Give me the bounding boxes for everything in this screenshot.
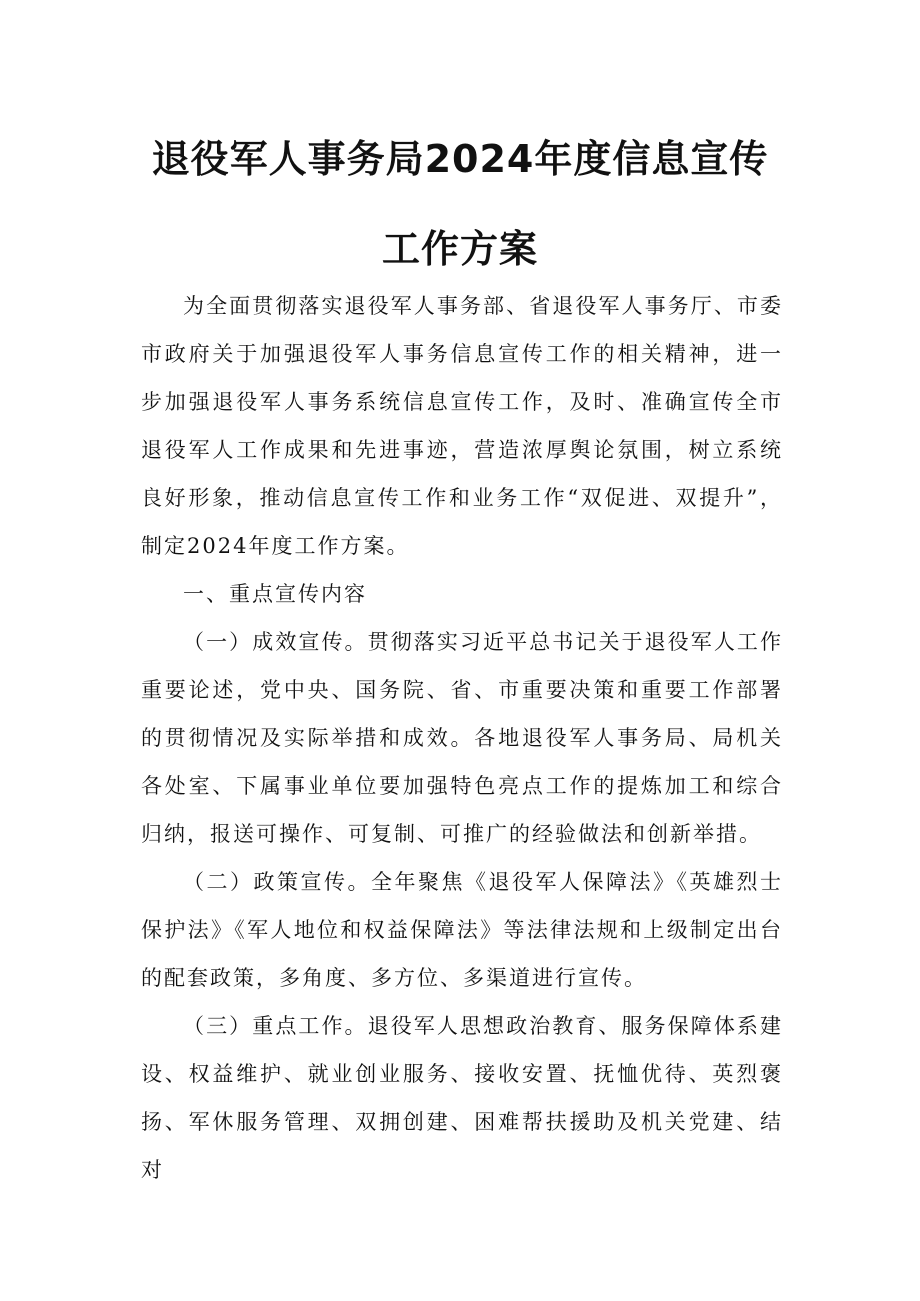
document-body: [141, 282, 783, 1194]
section-heading-key-content: 一、重点宣传内容: [183, 582, 367, 606]
document-title-line-1: 退役军人事务局2024年度信息宣传: [151, 137, 769, 181]
intro-paragraph: 为全面贯彻落实退役军人事务部、省退役军人事务厅、市委市政府关于加强退役军人事务信息宣传工作的相关精神，进一步加强退役军人事务系统信息宣传工作，及时、准确宣传全市退役军人工作成果和先进事迹，营造浓厚舆论氛围，树立系统良好形象，推动信息宣传工作和业务工作“双促进、双提升”，制定2024年度工作方案。: [141, 294, 783, 558]
paragraph-effect-publicity: （一）成效宣传。贯彻落实习近平总书记关于退役军人工作重要论述，党中央、国务院、省、市重要决策和重要工作部署的贯彻情况及实际举措和成效。各地退役军人事务局、局机关各处室、下属事业单位要加强特色亮点工作的提炼加工和综合归纳，报送可操作、可复制、可推广的经验做法和创新举措。: [141, 630, 783, 846]
document-title-line-2: 工作方案: [381, 227, 538, 271]
paragraph-policy-publicity: （二）政策宣传。全年聚焦《退役军人保障法》《英雄烈士保护法》《军人地位和权益保障法》等法律法规和上级制定出台的配套政策，多角度、多方位、多渠道进行宣传。: [141, 870, 783, 990]
paragraph-key-work: （三）重点工作。退役军人思想政治教育、服务保障体系建设、权益维护、就业创业服务、接收安置、抚恤优待、英烈褒扬、军休服务管理、双拥创建、困难帮扶援助及机关党建、结对: [141, 1014, 783, 1182]
